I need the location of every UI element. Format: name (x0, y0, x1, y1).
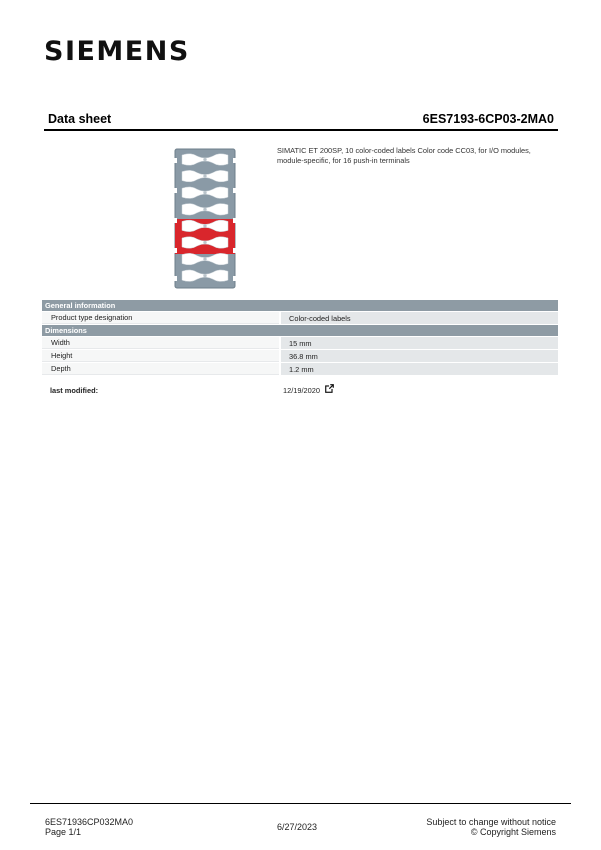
slot-hole (203, 175, 206, 178)
row-value: 15 mm (281, 337, 558, 349)
footer-page-number: Page 1/1 (45, 827, 82, 837)
footer-copyright: © Copyright Siemens (470, 827, 556, 837)
slot-hole (203, 274, 206, 277)
last-modified-date: 12/19/2020 (283, 386, 320, 395)
footer-divider (30, 803, 571, 804)
row-label: Height (42, 350, 279, 362)
page-title: Data sheet (48, 112, 112, 126)
slot-hole (203, 241, 206, 244)
slot-hole (203, 224, 206, 227)
section-header-dimensions: Dimensions (42, 325, 558, 336)
specs-table (42, 299, 558, 376)
table-row (42, 312, 558, 324)
datasheet-header (44, 112, 558, 131)
footer-doc-id: 6ES71936CP032MA0 (45, 817, 134, 827)
footer-date: 6/27/2023 (277, 822, 318, 832)
table-row (42, 363, 558, 375)
section-header-general: General information (42, 300, 558, 311)
external-link-icon[interactable] (325, 384, 334, 393)
row-value: 36.8 mm (281, 350, 558, 362)
row-value: 1.2 mm (281, 363, 558, 375)
article-number: 6ES7193-6CP03-2MA0 (422, 112, 554, 126)
slot-hole (203, 158, 206, 161)
table-row (42, 337, 558, 349)
siemens-logo: SIEMENS (44, 36, 190, 67)
row-label: Width (42, 337, 279, 349)
color-coded-label-strip-image (172, 148, 238, 289)
slot-hole (203, 191, 206, 194)
slot-hole (203, 208, 206, 211)
table-row (42, 350, 558, 362)
product-description: SIMATIC ET 200SP, 10 color-coded labels Color code CC03, for I/O modules, module-specific, for 16 push-in terminals (277, 146, 531, 165)
last-modified-label: last modified: (50, 386, 99, 395)
row-value: Color-coded labels (281, 312, 558, 324)
row-label: Depth (42, 363, 279, 375)
slot-hole (203, 258, 206, 261)
footer-notice: Subject to change without notice (426, 817, 556, 827)
row-label: Product type designation (42, 312, 279, 324)
